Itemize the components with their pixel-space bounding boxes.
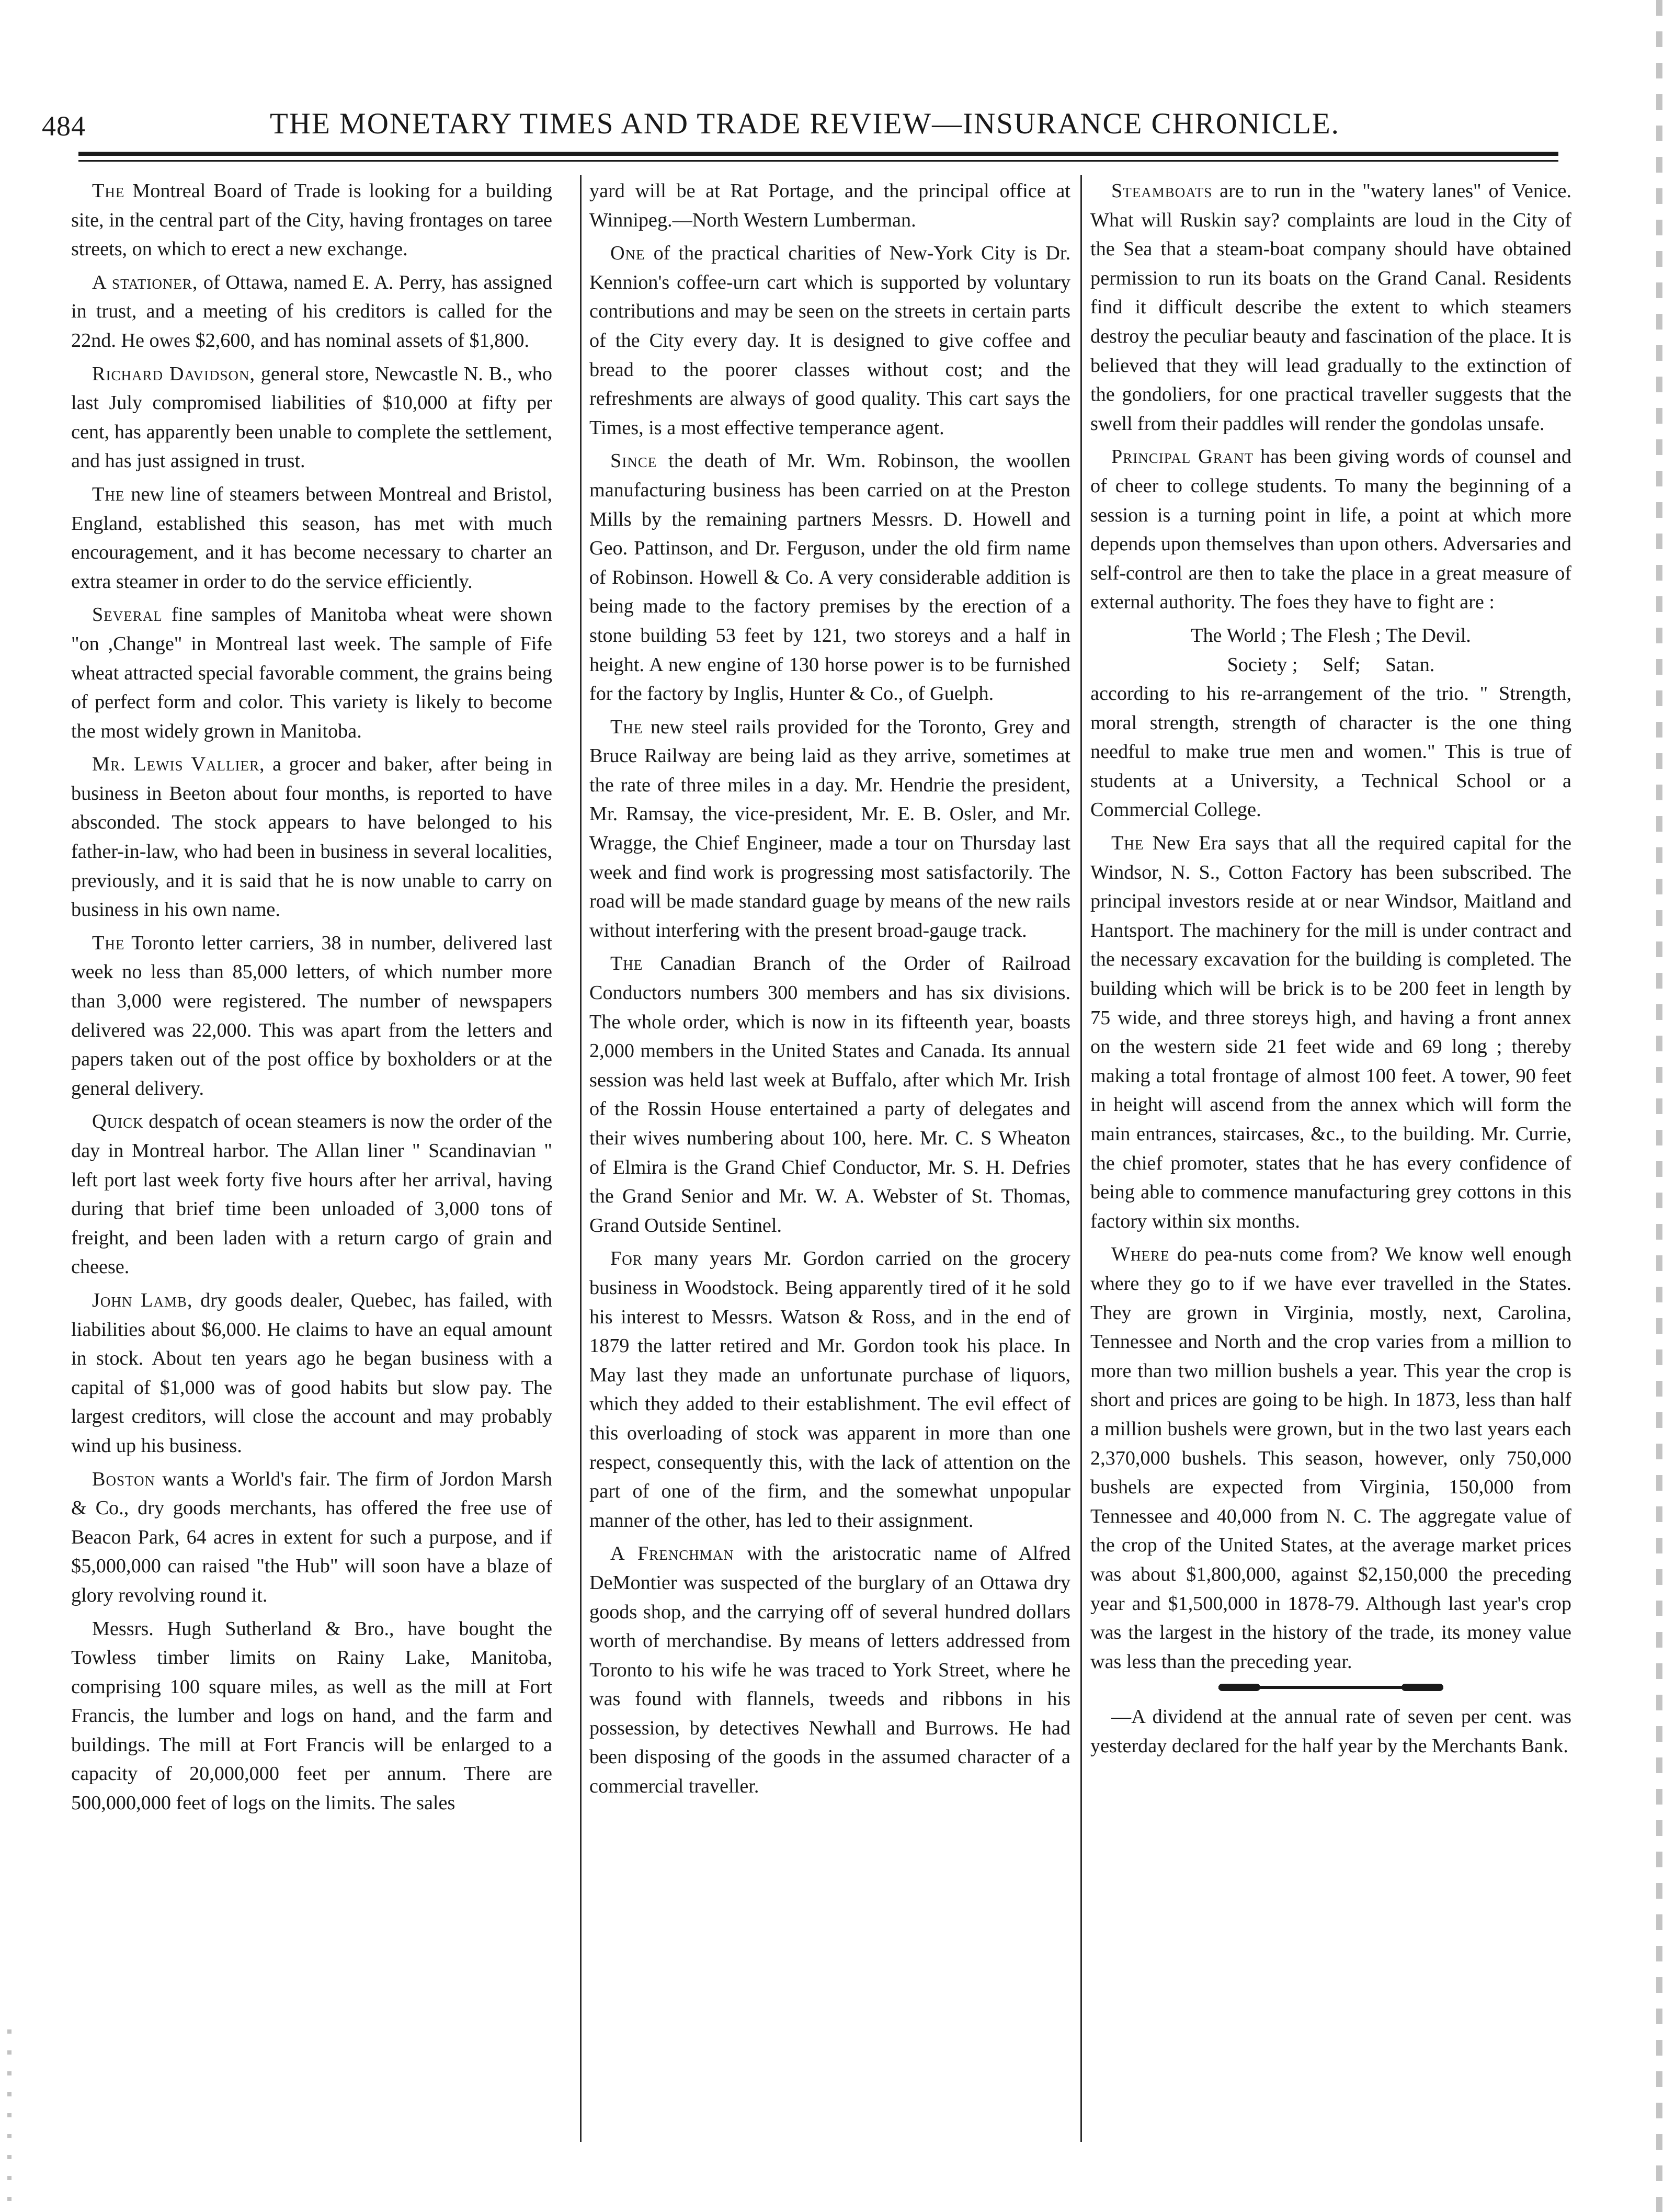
article-lead: The — [92, 180, 125, 202]
masthead — [35, 107, 1551, 157]
section-ornament — [1218, 1681, 1443, 1694]
article-lead: Since — [610, 450, 657, 472]
article-paragraph — [71, 1107, 552, 1282]
column-3-part-c — [1090, 1703, 1571, 1761]
article-text: many years Mr. Gordon carried on the grocery business in Woodstock. Being apparently tired of it he sold his interest to Messrs. Watson & Ross, and in the end of 1879 the latter retired and Mr. Gordon took his place. In May last they made an unfortunate purchase of liquors, which they added to their establishment. The evil effect of this overloading of stock was apparent in more than one respect, consequently this, with the lack of attention on the part of one of the firm, and the somewhat unpopular manner of the other, has led to their assignment. — [589, 1247, 1070, 1532]
article-lead: Steamboats — [1111, 180, 1213, 202]
article-text: —A dividend at the annual rate of seven per cent. was yesterday declared for the half year by the Merchants Bank. — [1090, 1706, 1571, 1757]
article-paragraph — [71, 360, 552, 476]
article-paragraph — [589, 1539, 1070, 1801]
article-text: general store, Newcastle N. B., who last July compromised liabilities of $10,000 at fifty per cent, has apparently been unable to complete the settlement, and has just assigned in trust. — [71, 362, 552, 472]
trio-line-2: Society ; Self; Satan. — [1227, 653, 1435, 676]
article-paragraph — [1090, 1703, 1571, 1761]
article-paragraph — [71, 177, 552, 264]
column-3-part-a — [1090, 177, 1571, 617]
article-lead: The — [1111, 832, 1144, 855]
article-paragraph — [71, 480, 552, 596]
article-lead: The — [610, 952, 643, 975]
article-text: of the practical charities of New-York City is Dr. Kennion's coffee-urn cart which is supported by voluntary contributions and may be seen on the streets in certain parts of the City every day. It is designed to give coffee and bread to the poorer classes without cost; and the refreshments are always of good quality. This cart says the Times, is a most effective temperance agent. — [589, 242, 1070, 439]
trio-line-1: The World ; The Flesh ; The Devil. — [1191, 624, 1471, 646]
article-text: of Ottawa, named E. A. Perry, has assigned in trust, and a meeting of his creditors is called for the 22nd. He owes $2,600, and has nominal assets of $1,800. — [71, 271, 552, 351]
article-paragraph — [71, 268, 552, 356]
article-paragraph — [589, 1244, 1070, 1535]
article-text: the death of Mr. Wm. Robinson, the woollen manufacturing business has been carried on at the Preston Mills by the remaining partners Messrs. D. Howell and Geo. Pattinson, and Dr. Ferguson, under the old firm name of Robinson. Howell & Co. A very considerable addition is being made to the factory premises by the erection of a stone building 53 feet by 121, two storeys and a half in height. A new engine of 130 horse power is to be furnished for the factory by Inglis, Hunter & Co., of Guelph. — [589, 450, 1070, 705]
article-text: a grocer and baker, after being in business in Beeton about four months, is reported to have absconded. The stock appears to have belonged to his father-in-law, who had been in business in several localities, previously, and it is said that he is now unable to carry on business in his own name. — [71, 753, 552, 921]
column-2 — [589, 177, 1070, 1806]
article-lead: Boston — [92, 1468, 155, 1490]
article-paragraph — [589, 949, 1070, 1240]
column-divider-1 — [580, 175, 582, 2142]
article-lead: The — [92, 483, 125, 505]
article-paragraph — [589, 713, 1070, 946]
article-text: Toronto letter carriers, 38 in number, delivered last week no less than 85,000 letters, of which number more than 3,000 were registered. The number of newspapers delivered was 22,000. This was apart from the letters and papers taken out of the post office by boxholders or at the general delivery. — [71, 932, 552, 1099]
scan-specks — [7, 2029, 12, 2202]
article-text: fine samples of Manitoba wheat were shown "on ,Change" in Montreal last week. The sample of Fife wheat attracted special favorable comment, the grains being of perfect form and color. This variety is likely to become the most widely grown in Manitoba. — [71, 604, 552, 742]
page-edge-mark — [1656, 0, 1662, 2212]
article-lead: One — [610, 242, 645, 265]
article-text: Canadian Branch of the Order of Railroad Conductors numbers 300 members and has six divisions. The whole order, which is now in its fifteenth year, boasts 2,000 members in the United States and Canada. Its annual session was held last week at Buffalo, after which Mr. Irish of the Rossin House entertained a party of delegates and their wives numbering about 100, here. Mr. C. S Wheaton of Elmira is the Grand Chief Conductor, Mr. S. H. Defries the Grand Senior and Mr. W. A. Webster of St. Thomas, Grand Outside Sentinel. — [589, 952, 1070, 1237]
article-paragraph — [71, 1465, 552, 1610]
article-lead: Mr. Lewis Vallier, — [92, 753, 265, 776]
article-paragraph — [1090, 679, 1571, 825]
page-number: 484 — [42, 110, 86, 142]
article-paragraph — [589, 177, 1070, 235]
article-paragraph — [1090, 1240, 1571, 1676]
article-paragraph — [1090, 443, 1571, 617]
header-rule — [78, 152, 1558, 156]
column-1 — [71, 177, 552, 1822]
article-text: dry goods dealer, Quebec, has failed, with liabilities about $6,000. He claims to have an equal amount in stock. About ten years ago he began business with a capital of $1,000 was of good habits but slow pay. The largest creditors, will close the account and may probably wind up his business. — [71, 1289, 552, 1457]
article-lead: A Frenchman — [610, 1542, 734, 1565]
article-lead: The — [610, 716, 643, 738]
article-text: yard will be at Rat Portage, and the principal office at Winnipeg.—North Western Lumberman. — [589, 180, 1070, 231]
header-rule-thin — [78, 160, 1558, 162]
column-3 — [1090, 177, 1571, 1765]
column-3-part-b — [1090, 679, 1571, 1676]
article-text: wants a World's fair. The firm of Jordon Marsh & Co., dry goods merchants, has offered the free use of Beacon Park, 64 acres in extent for such a purpose, and if $5,000,000 can raised "the Hub" will soon have a blaze of glory revolving round it. — [71, 1468, 552, 1606]
column-divider-2 — [1080, 175, 1082, 2142]
article-lead: A stationer, — [92, 271, 198, 293]
article-lead: Quick — [92, 1110, 144, 1133]
article-text: Messrs. Hugh Sutherland & Bro., have bought the Towless timber limits on Rainy Lake, Manitoba, comprising 100 square miles, as well as the mill at Fort Francis, the lumber and logs on hand, and the farm and buildings. The mill at Fort Francis will be enlarged to a capacity of 20,000,000 feet per annum. There are 500,000,000 feet of logs on the limits. The sales — [71, 1617, 552, 1814]
article-text: new steel rails provided for the Toronto, Grey and Bruce Railway are being laid as they arrive, sometimes at the rate of three miles in a day. Mr. Hendrie the president, Mr. Ramsay, the vice-president, Mr. E. B. Osler, and Mr. Wragge, the Chief Engineer, made a tour on Thursday last week and find work is progressing most satisfactorily. The road will be made standard guage by means of the new rails without interfering with the present broad-gauge track. — [589, 716, 1070, 941]
article-lead: The — [92, 932, 125, 954]
article-paragraph — [589, 447, 1070, 708]
article-lead: John Lamb, — [92, 1289, 193, 1311]
article-paragraph — [71, 1615, 552, 1818]
article-paragraph — [589, 239, 1070, 443]
journal-title: THE MONETARY TIMES AND TRADE REVIEW—INSURANCE CHRONICLE. — [270, 107, 1340, 140]
article-paragraph — [71, 600, 552, 746]
article-text: according to his re-arrangement of the trio. " Strength, moral strength, strength of character is the one thing needful to make true men and women." This is true of students at a University, a Technical School or a Commercial College. — [1090, 683, 1571, 821]
article-text: despatch of ocean steamers is now the order of the day in Montreal harbor. The Allan liner " Scandinavian " left port last week forty five hours after her arrival, having during that brief time been unloaded of 3,000 tons of freight, and been laden with a return cargo of grain and cheese. — [71, 1110, 552, 1278]
article-text: are to run in the "watery lanes" of Venice. What will Ruskin say? complaints are loud in the City of the Sea that a steam-boat company should have obtained permission to run its boats on the Grand Canal. Residents find it difficult describe the extent to which steamers destroy the peculiar beauty and fascination of the place. It is believed that they will lead gradually to the extinction of the gondoliers, for one practical traveller suggests that the swell from their paddles will render the gondolas unsafe. — [1090, 180, 1571, 435]
article-text: New Era says that all the required capital for the Windsor, N. S., Cotton Factory has been subscribed. The principal investors reside at or near Windsor, Maitland and Hantsport. The machinery for the mill is under contract and the necessary excavation for the building is completed. The building which will be brick is to be 200 feet in length by 75 wide, and three storeys high, and having a front annex on the western side 21 feet wide and 69 long ; thereby making a total frontage of almost 100 feet. A tower, 90 feet in height will ascend from the annex which will form the main entrances, staircases, &c., to the building. Mr. Currie, the chief promoter, states that he has every confidence of being able to commence manufacturing grey cottons in this factory within six months. — [1090, 832, 1571, 1232]
article-paragraph — [71, 929, 552, 1104]
article-text: has been giving words of counsel and of cheer to college students. To many the beginning of a session is a turning point in life, a point at which more depends upon themselves than upon others. Adversaries and self-control are then to take the place in a great measure of external authority. The foes they have to fight are : — [1090, 446, 1571, 614]
article-text: with the aristocratic name of Alfred DeMontier was suspected of the burglary of an Ottawa dry goods shop, and the carrying off of several hundred dollars worth of merchandise. By means of letters addressed from Toronto to his wife he was traced to York Street, where he was found with flannels, tweeds and ribbons in his possession, by detectives Newhall and Burrows. He had been disposing of the goods in the assumed character of a commercial traveller. — [589, 1542, 1070, 1798]
article-paragraph — [1090, 829, 1571, 1236]
article-text: Montreal Board of Trade is looking for a building site, in the central part of the City, having frontages on taree streets, on which to erect a new exchange. — [71, 180, 552, 260]
article-lead: Where — [1111, 1243, 1170, 1266]
article-paragraph — [71, 1286, 552, 1461]
article-text: do pea-nuts come from? We know well enough where they go to if we have ever travelled in the States. They are grown in Virginia, mostly, next, Carolina, Tennessee and North and the crop varies from a million to more than two million bushels a year. This year the crop is short and prices are going to be high. In 1873, less than half a million bushels were grown, but in the two last years each 2,370,000 bushels. This season, however, only 750,000 bushels are expected from Virginia, 150,000 from Tennessee and 40,000 from N. C. The aggregate value of the crop of the United States, at the average market prices was about $1,800,000, against $2,150,000 the preceding year and $1,500,000 in 1878-79. Although last year's crop was the largest in the history of the trade, its money value was less than the preceding year. — [1090, 1243, 1571, 1673]
article-text: new line of steamers between Montreal and Bristol, England, established this season, has met with much encouragement, and it has become necessary to charter an extra steamer in order to do the service efficiently. — [71, 483, 552, 593]
article-paragraph — [1090, 177, 1571, 438]
article-lead: Principal Grant — [1111, 446, 1254, 468]
article-paragraph — [71, 750, 552, 925]
article-lead: For — [610, 1247, 643, 1270]
article-lead: Several — [92, 604, 163, 626]
article-lead: Richard Davidson, — [92, 362, 256, 385]
